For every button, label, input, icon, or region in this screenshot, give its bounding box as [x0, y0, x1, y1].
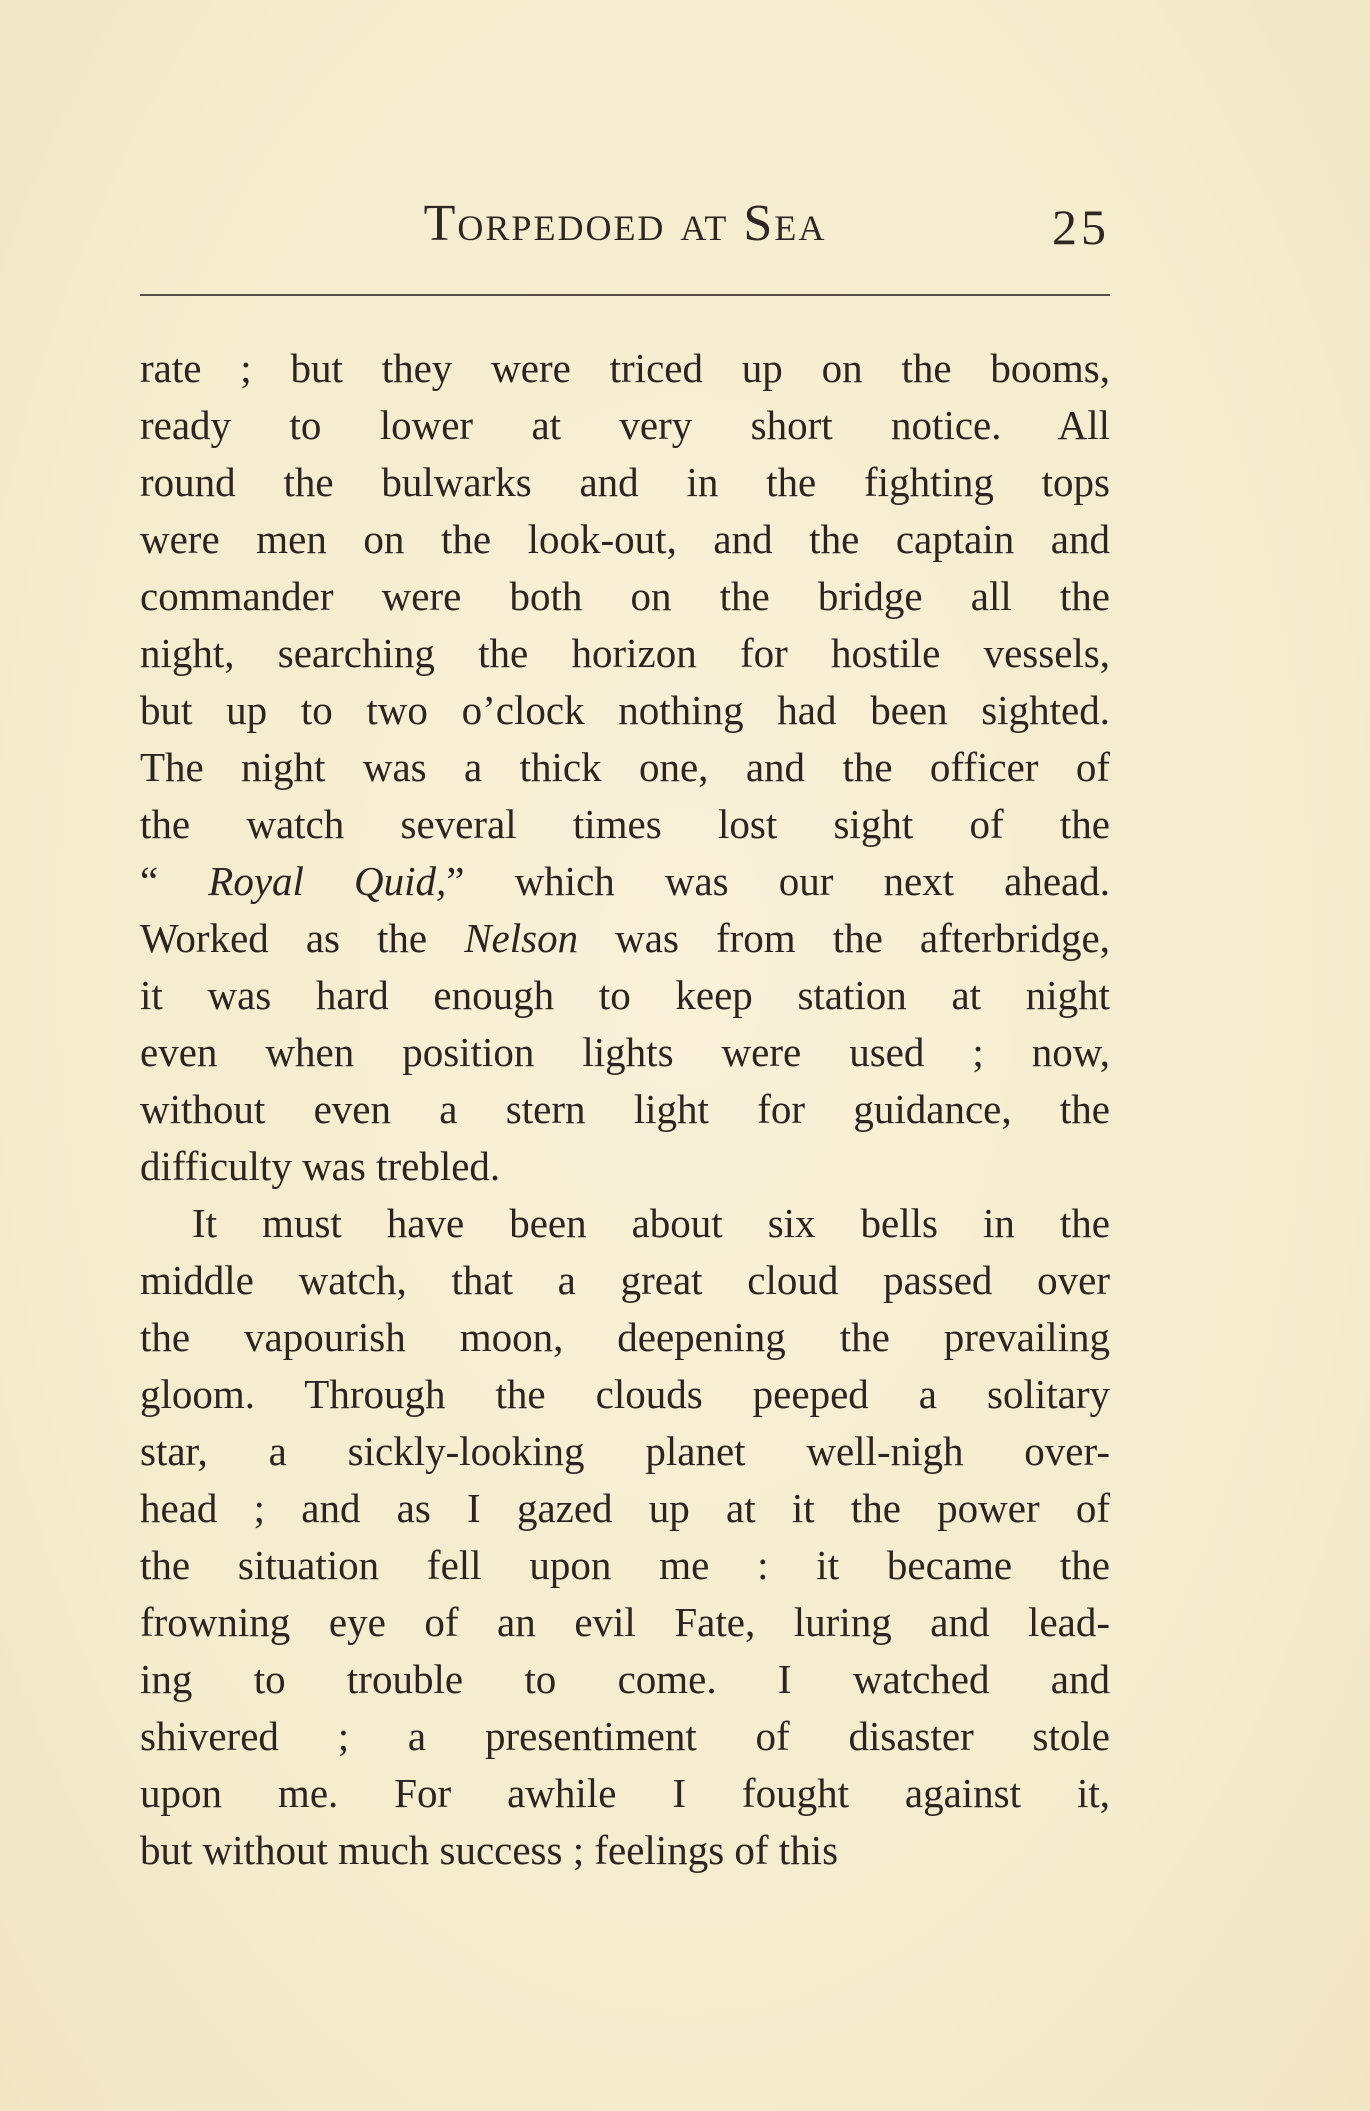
text-line	[140, 1195, 1110, 1252]
running-title: Torpedoed at Sea	[423, 195, 827, 252]
text-line	[140, 1651, 1110, 1708]
text-segment: The night was a thick one, and the officer of	[140, 744, 1110, 790]
text-segment: star, a sickly-looking planet well-nigh over-	[140, 1428, 1110, 1474]
text-segment: the watch several times lost sight of the	[140, 801, 1110, 847]
text-segment: Worked as the	[140, 915, 465, 961]
text-line	[140, 454, 1110, 511]
text-segment: but without much success ; feelings of this	[140, 1827, 839, 1873]
text-line	[140, 1822, 1110, 1879]
text-segment: It must have been about six bells in the	[192, 1200, 1110, 1246]
text-segment: round the bulwarks and in the fighting tops	[140, 459, 1110, 505]
text-segment: but up to two o’clock nothing had been sighted.	[140, 687, 1110, 733]
text-segment: it was hard enough to keep station at night	[140, 972, 1110, 1018]
text-segment: ing to trouble to come. I watched and	[140, 1656, 1110, 1702]
text-line	[140, 397, 1110, 454]
text-line	[140, 1708, 1110, 1765]
text-segment: difficulty was trebled.	[140, 1143, 501, 1189]
running-header	[140, 188, 1110, 258]
body-text	[140, 340, 1110, 1879]
text-segment: were men on the look-out, and the captain and	[140, 516, 1110, 562]
text-segment: gloom. Through the clouds peeped a solitary	[140, 1371, 1110, 1417]
text-line	[140, 1537, 1110, 1594]
header-rule	[140, 294, 1110, 296]
page-number: 25	[1052, 199, 1110, 255]
text-segment: frowning eye of an evil Fate, luring and lead-	[140, 1599, 1110, 1645]
text-line	[140, 910, 1110, 967]
text-segment: shivered ; a presentiment of disaster stole	[140, 1713, 1110, 1759]
text-segment: was from the afterbridge,	[578, 915, 1110, 961]
text-segment: ready to lower at very short notice. All	[140, 402, 1110, 448]
text-segment: upon me. For awhile I fought against it,	[140, 1770, 1110, 1816]
text-line	[140, 340, 1110, 397]
text-line	[140, 1309, 1110, 1366]
text-line	[140, 796, 1110, 853]
text-segment: even when position lights were used ; now,	[140, 1029, 1110, 1075]
text-line	[140, 1138, 1110, 1195]
italic-text: Nelson	[464, 915, 579, 961]
text-segment: middle watch, that a great cloud passed over	[140, 1257, 1110, 1303]
text-line	[140, 1366, 1110, 1423]
text-segment: head ; and as I gazed up at it the power of	[140, 1485, 1110, 1531]
paragraph	[140, 1195, 1110, 1879]
text-line	[140, 967, 1110, 1024]
text-line	[140, 1423, 1110, 1480]
text-segment: night, searching the horizon for hostile vessels,	[140, 630, 1110, 676]
text-line	[140, 1024, 1110, 1081]
text-segment: ” which was our next ahead.	[446, 858, 1110, 904]
text-line	[140, 568, 1110, 625]
text-segment: without even a stern light for guidance, the	[140, 1086, 1110, 1132]
text-segment: “	[140, 858, 209, 904]
text-segment: the vapourish moon, deepening the prevailing	[140, 1314, 1110, 1360]
text-line	[140, 1594, 1110, 1651]
text-line	[140, 1765, 1110, 1822]
text-line	[140, 739, 1110, 796]
text-line	[140, 1480, 1110, 1537]
text-line	[140, 1252, 1110, 1309]
text-line	[140, 511, 1110, 568]
text-line	[140, 853, 1110, 910]
text-line	[140, 625, 1110, 682]
text-segment: the situation fell upon me : it became the	[140, 1542, 1110, 1588]
text-line	[140, 682, 1110, 739]
text-segment: rate ; but they were triced up on the booms,	[140, 345, 1110, 391]
text-line	[140, 1081, 1110, 1138]
text-segment: commander were both on the bridge all the	[140, 573, 1110, 619]
paragraph	[140, 340, 1110, 1195]
italic-text: Royal Quid,	[208, 858, 447, 904]
